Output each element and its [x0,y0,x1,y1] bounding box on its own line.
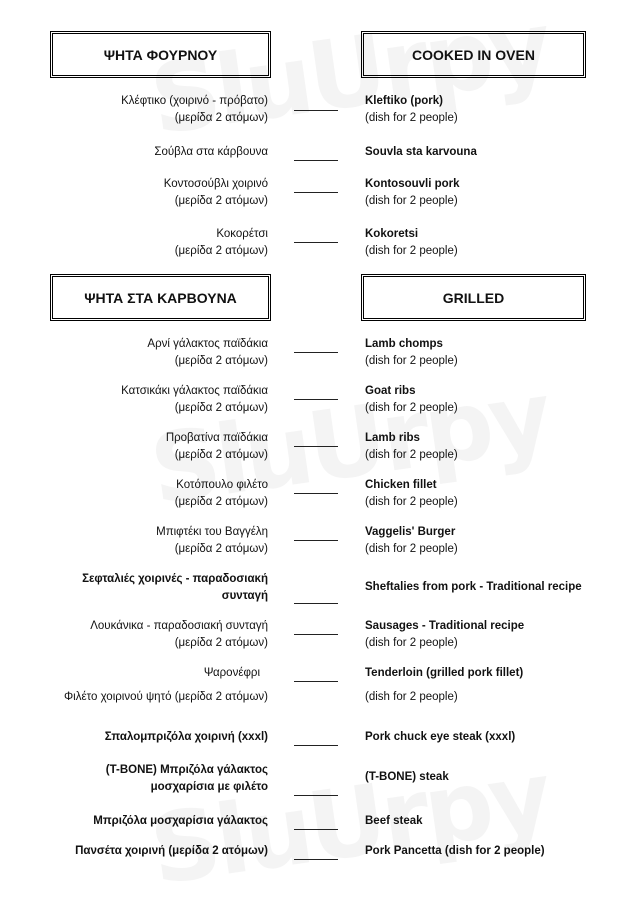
menu-item-english [365,176,625,210]
price-line [294,352,338,353]
item-portion: (μερίδα 2 ατόμων) [174,355,268,367]
watermark-logo [144,0,516,157]
section-title-oven-greek: ΨΗΤΑ ΦΟΥΡΝΟΥ [50,31,271,78]
price-line [294,446,338,447]
item-portion: (μερίδα 2 ατόμων) [174,402,268,414]
item-portion: (dish for 2 people) [365,402,458,414]
item-name: Αρνί γάλακτος παϊδάκια [147,338,268,350]
item-name: Beef steak [365,815,423,827]
item-name: Goat ribs [365,385,416,397]
price-line [294,829,338,830]
menu-item-english-portion [365,689,625,706]
menu-item-english [365,336,625,370]
item-portion: (dish for 2 people) [365,449,458,461]
item-portion: (μερίδα 2 ατόμων) [174,195,268,207]
item-portion: (μερίδα 2 ατόμων) [174,245,268,257]
item-name: Vaggelis' Burger [365,526,456,538]
item-name: Μπιφτέκι του Βαγγέλη [156,526,268,538]
item-name: Κλέφτικο (χοιρινό - πρόβατο) [121,95,268,107]
menu-item-greek [90,618,268,652]
item-portion: (dish for 2 people) [365,543,458,555]
menu-item-greek [175,226,268,260]
menu-item-english [365,813,625,830]
menu-item-english [365,729,625,746]
item-name: Sausages - Traditional recipe [365,620,525,632]
menu-item-english [365,226,625,260]
price-line [294,540,338,541]
price-line [294,242,338,243]
menu-item-greek [75,843,268,860]
item-portion: (μερίδα 2 ατόμων) [174,496,268,508]
item-portion: (dish for 2 people) [365,355,458,367]
price-line [294,745,338,746]
item-portion: (μερίδα 2 ατόμων) [174,112,268,124]
price-line [294,399,338,400]
item-name: Σούβλα στα κάρβουνα [154,146,268,158]
menu-item-greek [166,430,268,464]
item-portion: (dish for 2 people) [365,245,458,257]
menu-item-greek [164,176,268,210]
menu-item-greek [154,144,268,161]
menu-item-greek [82,571,268,605]
menu-item-greek [156,524,268,558]
item-portion: (dish for 2 people) [365,496,458,508]
menu-item-english [365,665,625,682]
item-name: Κοντοσούβλι χοιρινό [163,178,268,190]
item-name: Κοτόπουλο φιλέτο [176,479,268,491]
item-name: Κοκορέτσι [216,228,268,240]
menu-item-english [365,430,625,464]
menu-item-greek [175,477,268,511]
item-portion: (dish for 2 people) [365,112,458,124]
item-description: Φιλέτο χοιρινού ψητό (μερίδα 2 ατόμων) [64,691,268,703]
menu-item-greek [105,729,268,746]
item-portion: (dish for 2 people) [365,195,458,207]
menu-item-english [365,843,625,860]
item-name: Σπαλομπριζόλα χοιρινή (xxxl) [104,731,268,743]
item-name-continued: μοσχαρίσια με φιλέτο [150,781,268,793]
item-portion: (dish for 2 people) [365,637,458,649]
menu-item-english [365,93,625,127]
item-name: Kontosouvli pork [365,178,460,190]
menu-item-english [365,579,625,596]
item-name: Sheftalies from pork - Traditional recipe [365,581,582,593]
item-name: Ψαρονέφρι [203,667,260,679]
price-line [294,493,338,494]
price-line [294,192,338,193]
price-line [294,681,338,682]
menu-item-english [365,144,625,161]
item-name: Kokoretsi [365,228,419,240]
menu-item-greek [204,665,268,682]
item-name: Souvla sta karvouna [365,146,477,158]
item-name: Πανσέτα χοιρινή (μερίδα 2 ατόμων) [75,845,268,857]
item-name: Lamb ribs [365,432,420,444]
item-name: Προβατίνα παϊδάκια [165,432,268,444]
item-portion: (μερίδα 2 ατόμων) [174,449,268,461]
item-portion: (dish for 2 people) [365,691,458,703]
price-line [294,795,338,796]
menu-item-greek [121,93,268,127]
item-name: Κατσικάκι γάλακτος παϊδάκια [121,385,268,397]
section-title-oven-english: COOKED IN OVEN [361,31,586,78]
item-name: Tenderloin (grilled pork fillet) [365,667,524,679]
section-title-grilled-english: GRILLED [361,274,586,321]
price-line [294,110,338,111]
price-line [294,634,338,635]
item-name: Σεφταλιές χοιρινές - παραδοσιακή [82,573,268,585]
menu-item-english [365,769,625,786]
menu-item-english [365,477,625,511]
price-line [294,859,338,860]
menu-item-greek-description [64,689,268,706]
menu-item-english [365,383,625,417]
item-name: Pork Pancetta (dish for 2 people) [365,845,545,857]
menu-item-greek [106,762,268,796]
item-portion: (μερίδα 2 ατόμων) [174,543,268,555]
item-name: (T-BONE) steak [365,771,449,783]
item-name: Pork chuck eye steak (xxxl) [365,731,516,743]
item-name: Kleftiko (pork) [365,95,443,107]
item-name: Λουκάνικα - παραδοσιακή συνταγή [90,620,268,632]
price-line [294,160,338,161]
menu-item-greek [121,383,268,417]
item-name: Μπριζόλα μοσχαρίσια γάλακτος [93,815,268,827]
item-name: Chicken fillet [365,479,437,491]
menu-item-greek [93,813,268,830]
menu-item-english [365,618,625,652]
item-name: (T-BONE) Μπριζόλα γάλακτος [105,764,268,776]
item-portion: (μερίδα 2 ατόμων) [174,637,268,649]
section-title-grilled-greek: ΨΗΤΑ ΣΤΑ ΚΑΡΒΟΥΝΑ [50,274,271,321]
item-name-continued: συνταγή [221,590,268,602]
price-line [294,603,338,604]
item-name: Lamb chomps [365,338,443,350]
menu-item-english [365,524,625,558]
menu-item-greek [147,336,268,370]
